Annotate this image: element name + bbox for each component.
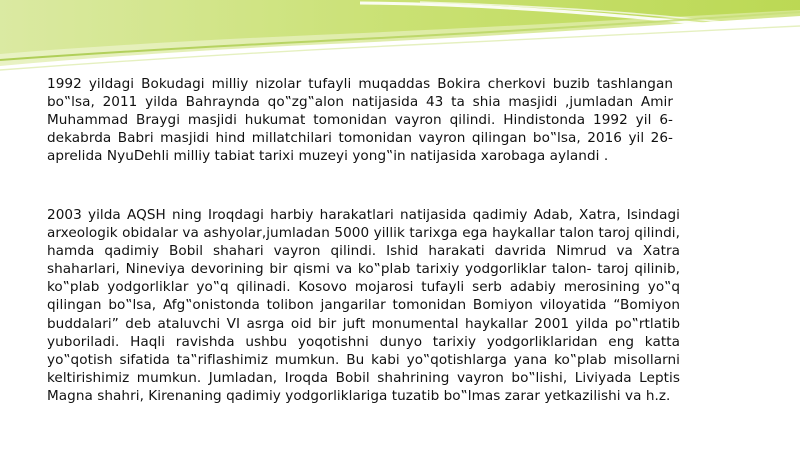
decorative-header-swoosh <box>0 0 800 80</box>
paragraph-2: 2003 yilda AQSH ning Iroqdagi harbiy harakatlari natijasida qadimiy Adab, Xatra, Isindagi arxeologik obidalar va ashyolar,jumladan 5000 yillik tarixga ega haykallar talon taroj qilindi, hamda qadimiy Bobil shahari vayron qilindi. Ishid harakati davrida Nimrud va Xatra shaharlari, Nineviya devorining bir qismi va ko‟plab tarixiy yodgorliklar talon- taroj qilinib, ko‟plab yodgorliklar yo‟q qilinadi. Kosovo mojarosi tufayli serb adabiy merosining yo‟q qilingan bo‟lsa, Afg‟onistonda tolibon jangarilar tomonidan Bomiyon viloyatida “Bomiyon buddalari” deb ataluvchi VI asrga oid bir juft monumental haykallar 2001 yilda po‟rtlatib yuboriladi. Haqli ravishda ushbu yoqotishni dunyo tarixiy yodgorliklaridan eng katta yo‟qotish sifatida ta‟riflashimiz mumkun. Bu kabi yo‟qotishlarga yana ko‟plab misollarni keltirishimiz mumkun. Jumladan, Iroqda Bobil shahrining vayron bo‟lishi, Liviyada Leptis Magna shahri, Kirenaning qadimiy yodgorliklariga tuzatib bo‟lmas zarar yetkazilishi va h.z. <box>47 207 680 404</box>
paragraph-1: 1992 yildagi Bokudagi milliy nizolar tufayli muqaddas Bokira cherkovi buzib tashlangan bo‟lsa, 2011 yilda Bahraynda qo‟zg‟alon natijasida 43 ta shia masjidi ,jumladan Amir Muhammad Braygi masjidi hukumat tomonidan vayron qilindi. Hindistonda 1992 yil 6- dekabrda Babri masjidi hind millatchilari tomonidan vayron qilingan bo‟lsa, 2016 yil 26- aprelida NyuDehli milliy tabiat tarixi muzeyi yong‟in natijasida xarobaga aylandi . <box>47 76 673 165</box>
